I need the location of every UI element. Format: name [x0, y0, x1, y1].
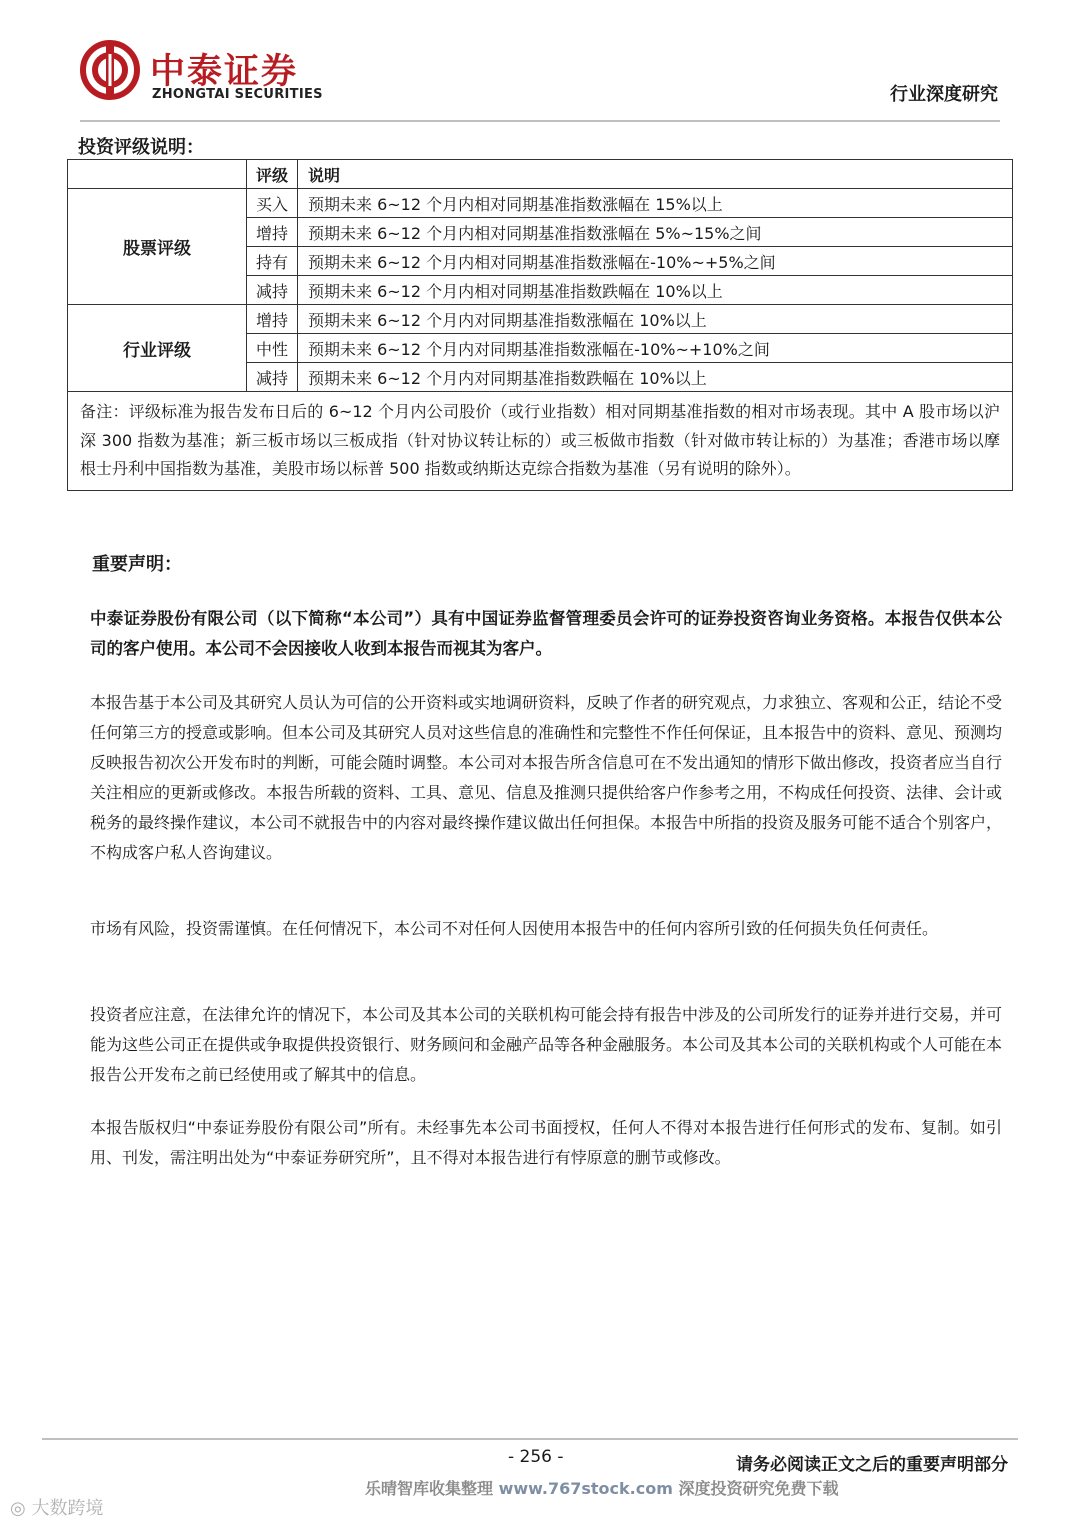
desc-cell: 预期未来 6~12 个月内相对同期基准指数涨幅在-10%~+5%之间 — [298, 247, 1013, 276]
desc-cell: 预期未来 6~12 个月内相对同期基准指数跌幅在 10%以上 — [298, 276, 1013, 305]
table-header-desc: 说明 — [298, 160, 1013, 189]
rating-cell: 增持 — [247, 218, 298, 247]
table-header-row — [68, 160, 1013, 189]
report-type: 行业深度研究 — [890, 84, 998, 105]
footer-divider — [42, 1438, 1018, 1440]
desc-cell: 预期未来 6~12 个月内对同期基准指数涨幅在 10%以上 — [298, 305, 1013, 334]
watermark-url[interactable]: www.767stock.com — [498, 1479, 673, 1498]
rating-table — [67, 159, 1013, 491]
table-header-empty — [68, 160, 247, 189]
rating-cell: 持有 — [247, 247, 298, 276]
weibo-watermark — [10, 1494, 103, 1520]
disclaimer-bold-paragraph: 中泰证券股份有限公司（以下简称“本公司”）具有中国证券监督管理委员会许可的证券投资咨询业务资格。本报告仅供本公司的客户使用。本公司不会因接收人收到本报告而视其为客户。 — [90, 609, 1002, 658]
table-note-row — [68, 392, 1013, 491]
header-divider — [80, 120, 1000, 122]
disclaimer-paragraph-2: 市场有风险，投资需谨慎。在任何情况下，本公司不对任何人因使用本报告中的任何内容所引致的任何损失负任何责任。 — [90, 919, 939, 938]
company-name-cn: 中泰证券 — [150, 52, 299, 92]
weibo-watermark-text: 大数跨境 — [31, 1498, 104, 1519]
table-header-rating: 评级 — [247, 160, 298, 189]
disclaimer-paragraph-4: 本报告版权归“中泰证券股份有限公司”所有。未经事先本公司书面授权，任何人不得对本报告进行任何形式的发布、复制。如引用、刊发，需注明出处为“中泰证券研究所”，且不得对本报告进行有悖原意的删节或修改。 — [90, 1118, 1002, 1167]
desc-cell: 预期未来 6~12 个月内相对同期基准指数涨幅在 5%~15%之间 — [298, 218, 1013, 247]
disclaimer-title: 重要声明： — [92, 554, 182, 575]
weibo-icon: ◎ — [10, 1498, 26, 1519]
rating-heading: 投资评级说明： — [78, 137, 204, 158]
watermark-text-a: 乐晴智库收集整理 — [365, 1479, 499, 1498]
disclaimer-paragraph-1: 本报告基于本公司及其研究人员认为可信的公开资料或实地调研资料，反映了作者的研究观点，力求独立、客观和公正，结论不受任何第三方的授意或影响。但本公司及其研究人员对这些信息的准确性和完整性不作任何保证，且本报告中的资料、意见、预测均反映报告初次公开发布时的判断，可能会随时调整。本公司对本报告所含信息可在不发出通知的情形下做出修改，投资者应当自行关注相应的更新或修改。本报告所载的资料、工具、意见、信息及推测只提供给客户作参考之用，不构成任何投资、法律、会计或税务的最终操作建议，本公司不就报告中的内容对最终操作建议做出任何担保。本报告中所指的投资及服务可能不适合个别客户，不构成客户私人咨询建议。 — [90, 693, 1003, 862]
watermark — [365, 1476, 838, 1499]
rating-note: 备注：评级标准为报告发布日后的 6~12 个月内公司股价（或行业指数）相对同期基准指数的相对市场表现。其中 A 股市场以沪深 300 指数为基准；新三板市场以三板成指（针对协议转让标的）或三板做市指数（针对做市转让标的）为基准；香港市场以摩根士丹利中国指数为基准，美股市场以标普 500 指数或纳斯达克综合指数为基准（另有说明的除外）。 — [68, 392, 1013, 491]
disclaimer-paragraph-3: 投资者应注意，在法律允许的情况下，本公司及其本公司的关联机构可能会持有报告中涉及的公司所发行的证券并进行交易，并可能为这些公司正在提供或争取提供投资银行、财务顾问和金融产品等各种金融服务。本公司及其本公司的关联机构或个人可能在本报告公开发布之前已经使用或了解其中的信息。 — [90, 1005, 1003, 1084]
desc-cell: 预期未来 6~12 个月内相对同期基准指数涨幅在 15%以上 — [298, 189, 1013, 218]
rating-cell: 中性 — [247, 334, 298, 363]
rating-cell: 增持 — [247, 305, 298, 334]
page-number: - 256 - — [508, 1447, 564, 1467]
rating-cell: 减持 — [247, 363, 298, 392]
stock-rating-label: 股票评级 — [68, 189, 247, 305]
industry-rating-label: 行业评级 — [68, 305, 247, 392]
company-logo-icon — [80, 40, 140, 100]
table-row — [68, 305, 1013, 334]
rating-cell: 减持 — [247, 276, 298, 305]
desc-cell: 预期未来 6~12 个月内对同期基准指数涨幅在-10%~+10%之间 — [298, 334, 1013, 363]
company-name-en: ZHONGTAI SECURITIES — [152, 87, 323, 102]
rating-cell: 买入 — [247, 189, 298, 218]
table-row — [68, 189, 1013, 218]
watermark-text-b: 深度投资研究免费下载 — [672, 1479, 839, 1498]
footer-note: 请务必阅读正文之后的重要声明部分 — [736, 1455, 1008, 1475]
desc-cell: 预期未来 6~12 个月内对同期基准指数跌幅在 10%以上 — [298, 363, 1013, 392]
